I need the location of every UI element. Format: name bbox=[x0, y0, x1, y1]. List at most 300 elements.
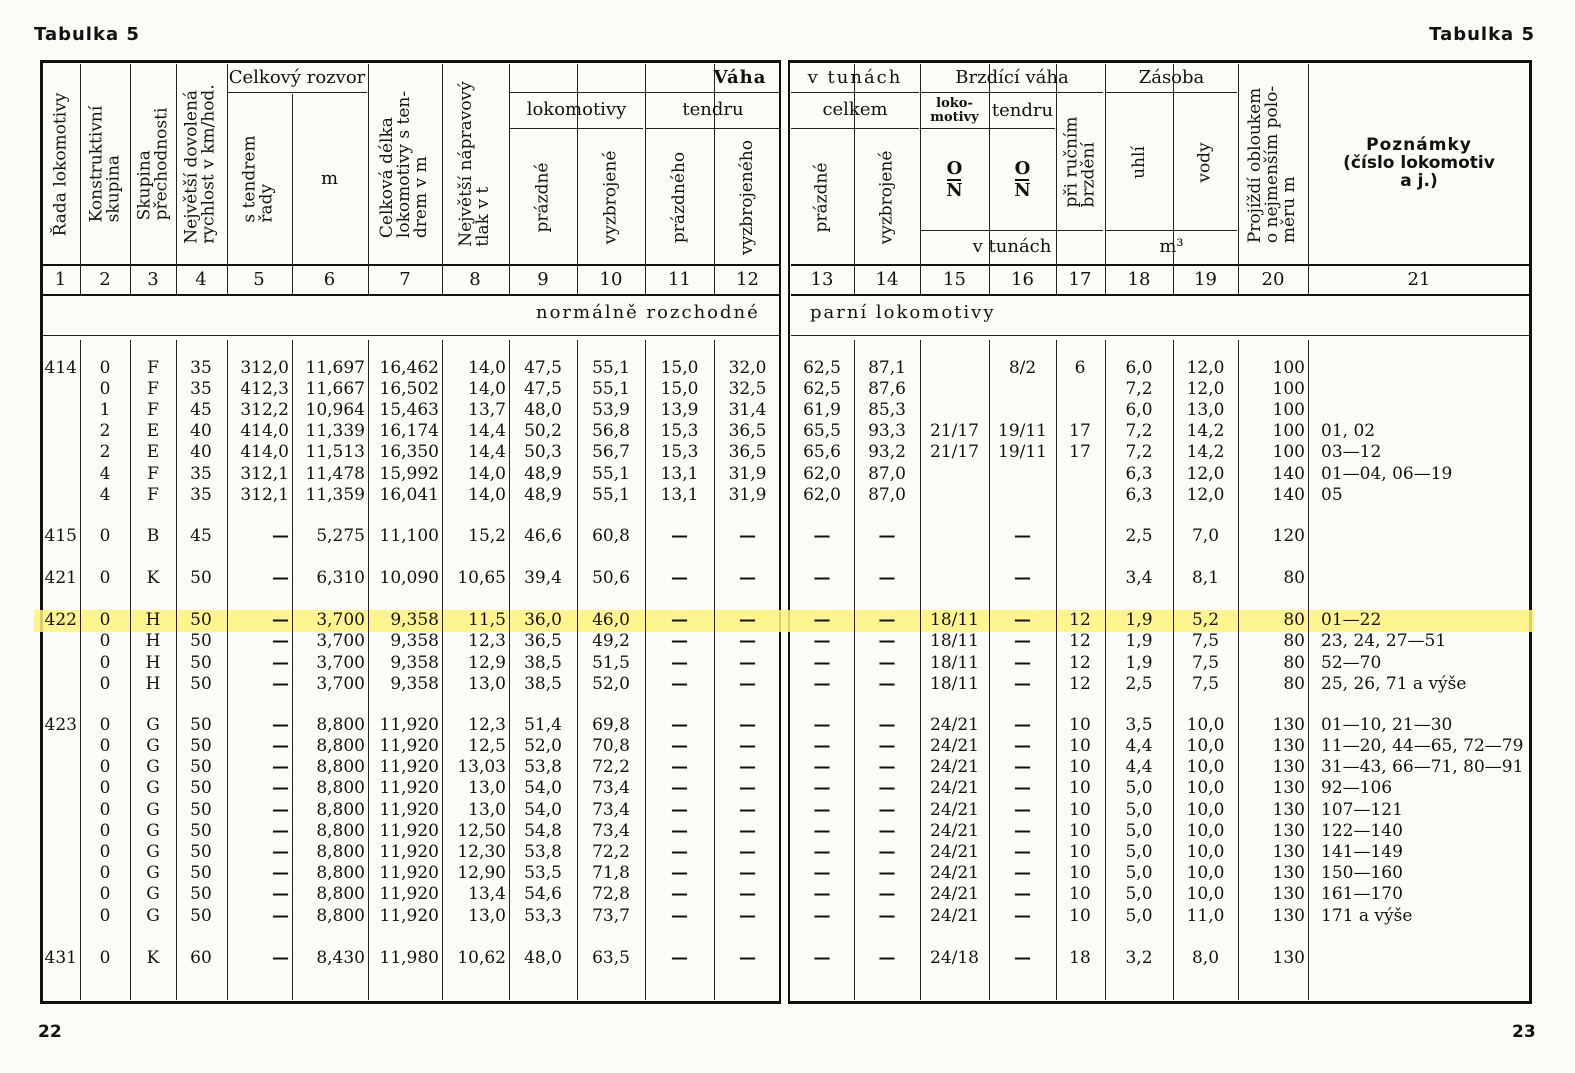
table-cell: 62,0 bbox=[803, 485, 841, 505]
table-cell: 8,800 bbox=[316, 884, 365, 904]
table-cell: — bbox=[671, 736, 688, 756]
table-cell: — bbox=[1014, 948, 1031, 968]
table-cell: 9,358 bbox=[390, 674, 439, 694]
table-cell: 11,920 bbox=[379, 778, 439, 798]
table-cell: 13,0 bbox=[468, 800, 506, 820]
table-cell: 15,463 bbox=[379, 400, 439, 420]
table-cell: 12,0 bbox=[1186, 358, 1225, 378]
table-cell: 40 bbox=[190, 421, 212, 441]
table-cell: 0 bbox=[99, 884, 111, 904]
table-cell: — bbox=[671, 674, 688, 694]
table-cell: 85,3 bbox=[868, 400, 906, 420]
table-cell: 8/2 bbox=[1008, 358, 1037, 378]
header-col-13: prázdné bbox=[811, 162, 832, 232]
column-number: 11 bbox=[668, 268, 691, 290]
table-cell bbox=[1321, 568, 1529, 589]
table-cell: 18/11 bbox=[930, 631, 979, 651]
table-cell: 11,5 bbox=[468, 610, 506, 630]
table-cell bbox=[42, 842, 77, 863]
table-row bbox=[0, 358, 1575, 379]
table-cell: 16,041 bbox=[379, 485, 439, 505]
table-cell: 100 bbox=[1272, 379, 1305, 399]
table-cell: 87,1 bbox=[868, 358, 906, 378]
table-cell: 5,0 bbox=[1125, 778, 1153, 798]
table-cell: — bbox=[671, 821, 688, 841]
table-cell bbox=[42, 863, 77, 884]
table-cell: 14,2 bbox=[1186, 421, 1225, 441]
table-cell: — bbox=[813, 568, 831, 588]
table-cell: — bbox=[813, 821, 831, 841]
page-number-left: 22 bbox=[38, 1022, 62, 1042]
table-cell: — bbox=[671, 906, 688, 926]
table-cell: 3,700 bbox=[316, 674, 365, 694]
table-cell: 73,4 bbox=[592, 821, 630, 841]
table-cell: 18 bbox=[1069, 948, 1091, 968]
table-cell: — bbox=[813, 674, 831, 694]
table-cell: — bbox=[272, 715, 289, 735]
table-cell: 130 bbox=[1272, 736, 1305, 756]
table-cell: — bbox=[671, 863, 688, 883]
table-cell: 55,1 bbox=[592, 464, 630, 484]
table-cell: 73,4 bbox=[592, 800, 630, 820]
table-cell: 15,3 bbox=[660, 421, 699, 441]
table-cell: 11,920 bbox=[379, 821, 439, 841]
table-cell: F bbox=[147, 400, 159, 420]
column-number: 17 bbox=[1068, 268, 1092, 290]
table-cell: 24/21 bbox=[930, 736, 979, 756]
table-cell: — bbox=[1014, 715, 1031, 735]
table-cell: 8,800 bbox=[316, 863, 365, 883]
grid-hline bbox=[1106, 230, 1237, 231]
table-cell: 65,5 bbox=[803, 421, 841, 441]
table-cell: — bbox=[1014, 568, 1031, 588]
header-v-tunach-units: v tunách bbox=[972, 235, 1052, 257]
table-cell: 50,3 bbox=[524, 442, 562, 462]
table-cell: 415 bbox=[44, 526, 77, 546]
grid-hline bbox=[646, 128, 780, 129]
table-cell: 15,2 bbox=[468, 526, 506, 546]
table-cell: — bbox=[272, 631, 289, 651]
table-row bbox=[0, 400, 1575, 421]
table-cell: 0 bbox=[99, 631, 111, 651]
table-cell: — bbox=[1014, 610, 1031, 630]
table-cell: 14,0 bbox=[468, 358, 506, 378]
table-cell: 10 bbox=[1069, 842, 1091, 862]
table-cell: 9,358 bbox=[390, 610, 439, 630]
header-col-14: vyzbrojené bbox=[876, 150, 897, 244]
table-cell bbox=[42, 442, 77, 463]
header-brzdici-vaha: Brzdící váha bbox=[955, 66, 1069, 88]
table-cell: — bbox=[272, 653, 289, 673]
table-cell: — bbox=[813, 631, 831, 651]
table-cell: 13,1 bbox=[660, 464, 699, 484]
table-cell: 107—121 bbox=[1321, 800, 1403, 820]
table-cell: 01—04, 06—19 bbox=[1321, 464, 1453, 484]
table-cell: 31,9 bbox=[728, 485, 767, 505]
table-cell: 36,5 bbox=[524, 631, 562, 651]
table-cell: 3,700 bbox=[316, 610, 365, 630]
table-cell: — bbox=[272, 884, 289, 904]
table-cell: 10,0 bbox=[1186, 736, 1225, 756]
table-cell: 7,5 bbox=[1191, 674, 1220, 694]
table-cell: 46,6 bbox=[524, 526, 562, 546]
table-cell: 55,1 bbox=[592, 485, 630, 505]
table-cell: F bbox=[147, 358, 159, 378]
table-cell: 62,0 bbox=[803, 464, 841, 484]
table-cell: 48,9 bbox=[524, 485, 562, 505]
grid-hline bbox=[921, 230, 1103, 231]
table-cell: 120 bbox=[1272, 526, 1305, 546]
table-cell: 10 bbox=[1069, 715, 1091, 735]
table-cell: 5,2 bbox=[1191, 610, 1220, 630]
table-cell: 36,5 bbox=[728, 442, 767, 462]
table-cell: — bbox=[739, 674, 756, 694]
column-number: 12 bbox=[736, 268, 759, 290]
table-row bbox=[0, 442, 1575, 463]
table-cell: — bbox=[671, 526, 688, 546]
table-cell: 3,700 bbox=[316, 631, 365, 651]
table-cell: — bbox=[272, 863, 289, 883]
header-m3: m³ bbox=[1159, 235, 1184, 257]
table-cell: — bbox=[671, 653, 688, 673]
table-cell: 161—170 bbox=[1321, 884, 1403, 904]
table-cell: — bbox=[671, 715, 688, 735]
header-col-15: $\frac{O}{N}$ bbox=[946, 158, 963, 201]
table-cell: G bbox=[146, 821, 160, 841]
table-cell: 15,0 bbox=[660, 379, 699, 399]
table-cell: 61,9 bbox=[803, 400, 841, 420]
column-number: 6 bbox=[323, 268, 336, 290]
table-cell: E bbox=[146, 442, 160, 462]
table-cell: — bbox=[813, 863, 831, 883]
table-cell: 422 bbox=[44, 610, 77, 630]
table-cell: 53,5 bbox=[524, 863, 562, 883]
table-cell: H bbox=[145, 674, 161, 694]
table-cell: 414 bbox=[44, 358, 77, 378]
table-cell: 01—22 bbox=[1321, 610, 1382, 630]
table-cell: 24/21 bbox=[930, 906, 979, 926]
table-cell: 10,0 bbox=[1186, 715, 1225, 735]
table-cell: 141—149 bbox=[1321, 842, 1403, 862]
table-cell: 12 bbox=[1069, 674, 1091, 694]
header-col-1: Řada lokomotivy bbox=[50, 92, 71, 236]
table-cell: 10 bbox=[1069, 757, 1091, 777]
table-cell: 130 bbox=[1272, 800, 1305, 820]
table-cell: 36,0 bbox=[524, 610, 562, 630]
table-cell: — bbox=[272, 526, 289, 546]
table-cell bbox=[990, 464, 1055, 485]
table-cell: — bbox=[878, 884, 896, 904]
table-cell: 50 bbox=[190, 631, 212, 651]
table-cell bbox=[1321, 400, 1529, 421]
table-cell: 130 bbox=[1272, 778, 1305, 798]
table-cell: 10,0 bbox=[1186, 863, 1225, 883]
table-cell: 60,8 bbox=[592, 526, 630, 546]
table-cell: 4,4 bbox=[1125, 736, 1153, 756]
table-cell bbox=[1321, 526, 1529, 547]
table-cell: 52,0 bbox=[592, 674, 630, 694]
table-cell bbox=[921, 358, 988, 379]
table-cell: — bbox=[878, 906, 896, 926]
table-cell: 50 bbox=[190, 568, 212, 588]
table-cell bbox=[42, 884, 77, 905]
table-cell: 14,4 bbox=[468, 442, 506, 462]
table-cell: 5,0 bbox=[1125, 800, 1153, 820]
table-cell: — bbox=[671, 800, 688, 820]
table-cell: 423 bbox=[44, 715, 77, 735]
table-cell: G bbox=[146, 736, 160, 756]
table-cell: 11,478 bbox=[305, 464, 365, 484]
table-cell: 0 bbox=[99, 821, 111, 841]
table-cell: — bbox=[671, 610, 688, 630]
table-cell: 24/21 bbox=[930, 715, 979, 735]
table-cell: — bbox=[671, 778, 688, 798]
table-cell: 11,920 bbox=[379, 800, 439, 820]
table-cell bbox=[42, 906, 77, 927]
table-cell: 5,0 bbox=[1125, 884, 1153, 904]
table-cell: 50,6 bbox=[592, 568, 630, 588]
header-col-21: Poznámky (číslo lokomotiv a j.) bbox=[1343, 135, 1495, 191]
table-cell bbox=[42, 485, 77, 506]
table-cell: 4 bbox=[99, 464, 111, 484]
table-cell: H bbox=[145, 653, 161, 673]
table-cell: G bbox=[146, 884, 160, 904]
table-cell: 12,0 bbox=[1186, 379, 1225, 399]
table-cell: — bbox=[1014, 757, 1031, 777]
table-cell: 0 bbox=[99, 358, 111, 378]
table-cell: 36,5 bbox=[728, 421, 767, 441]
table-cell: 80 bbox=[1283, 631, 1305, 651]
page-number-right: 23 bbox=[1512, 1022, 1536, 1042]
table-cell: 16,174 bbox=[379, 421, 439, 441]
table-cell: 50 bbox=[190, 884, 212, 904]
table-cell: — bbox=[878, 863, 896, 883]
table-cell: 50 bbox=[190, 906, 212, 926]
table-cell: 10 bbox=[1069, 778, 1091, 798]
table-cell: 0 bbox=[99, 610, 111, 630]
table-cell: 16,502 bbox=[379, 379, 439, 399]
table-cell: 55,1 bbox=[592, 358, 630, 378]
table-cell: 71,8 bbox=[592, 863, 630, 883]
header-col-19: vody bbox=[1194, 141, 1215, 183]
table-cell: 53,8 bbox=[524, 842, 562, 862]
header-vaha: Váha bbox=[713, 66, 767, 88]
table-cell: 10,0 bbox=[1186, 821, 1225, 841]
table-cell: 11,920 bbox=[379, 757, 439, 777]
table-cell: 31—43, 66—71, 80—91 bbox=[1321, 757, 1524, 777]
table-cell: F bbox=[147, 464, 159, 484]
table-cell: 12,90 bbox=[457, 863, 506, 883]
table-cell: 0 bbox=[99, 863, 111, 883]
table-cell: 312,2 bbox=[240, 400, 289, 420]
table-cell: 45 bbox=[190, 400, 212, 420]
header-tendru-brzda: tendru bbox=[991, 99, 1054, 121]
table-cell: 3,2 bbox=[1125, 948, 1153, 968]
table-row bbox=[0, 884, 1575, 905]
page-title-right: Tabulka 5 bbox=[1429, 24, 1535, 45]
table-cell: 49,2 bbox=[592, 631, 630, 651]
table-cell bbox=[42, 674, 77, 695]
table-cell: 15,992 bbox=[379, 464, 439, 484]
table-cell: — bbox=[272, 674, 289, 694]
header-celkem: celkem bbox=[822, 98, 888, 120]
table-cell: 11,0 bbox=[1186, 906, 1225, 926]
table-cell: 12,30 bbox=[457, 842, 506, 862]
column-number: 8 bbox=[469, 268, 481, 290]
table-cell: 16,462 bbox=[379, 358, 439, 378]
column-number: 4 bbox=[195, 268, 207, 290]
table-cell: — bbox=[878, 821, 896, 841]
table-cell bbox=[42, 736, 77, 757]
table-cell: — bbox=[1014, 736, 1031, 756]
table-cell: 38,5 bbox=[524, 674, 562, 694]
table-row bbox=[0, 421, 1575, 442]
table-cell: 87,6 bbox=[868, 379, 906, 399]
table-cell: — bbox=[739, 948, 756, 968]
table-cell: 100 bbox=[1272, 400, 1305, 420]
column-number: 21 bbox=[1407, 268, 1431, 290]
header-zasoba: Zásoba bbox=[1138, 66, 1205, 88]
header-col-18: uhlí bbox=[1128, 145, 1149, 179]
table-cell: 54,8 bbox=[524, 821, 562, 841]
table-cell: G bbox=[146, 842, 160, 862]
table-cell: 7,0 bbox=[1191, 526, 1220, 546]
table-cell: — bbox=[813, 884, 831, 904]
column-number: 9 bbox=[537, 268, 549, 290]
table-cell: 11,920 bbox=[379, 863, 439, 883]
table-cell: 1,9 bbox=[1125, 631, 1153, 651]
table-cell: 73,7 bbox=[592, 906, 630, 926]
table-cell: 10,090 bbox=[379, 568, 439, 588]
table-cell: 130 bbox=[1272, 842, 1305, 862]
header-col-8: Největší nápravový tlak v t bbox=[456, 81, 494, 247]
table-cell: 50 bbox=[190, 778, 212, 798]
table-cell: 10,65 bbox=[457, 568, 506, 588]
table-cell: 5,0 bbox=[1125, 842, 1153, 862]
table-cell: 35 bbox=[190, 379, 212, 399]
table-cell: 130 bbox=[1272, 948, 1305, 968]
table-cell: 17 bbox=[1069, 442, 1091, 462]
table-cell: 13,4 bbox=[468, 884, 506, 904]
table-row bbox=[0, 715, 1575, 736]
table-cell: 7,2 bbox=[1125, 379, 1153, 399]
table-cell: E bbox=[146, 421, 160, 441]
table-cell: 50 bbox=[190, 757, 212, 777]
table-cell: 35 bbox=[190, 464, 212, 484]
table-cell: — bbox=[739, 906, 756, 926]
table-cell: 18/11 bbox=[930, 674, 979, 694]
table-cell: G bbox=[146, 906, 160, 926]
table-cell: 65,6 bbox=[803, 442, 841, 462]
table-cell: 1 bbox=[99, 400, 111, 420]
table-cell: 12,0 bbox=[1186, 485, 1225, 505]
header-col-10: vyzbrojené bbox=[600, 150, 621, 244]
table-cell: 47,5 bbox=[524, 358, 562, 378]
table-cell: 6,310 bbox=[316, 568, 365, 588]
table-cell: 0 bbox=[99, 653, 111, 673]
table-cell: 14,0 bbox=[468, 485, 506, 505]
table-cell: 0 bbox=[99, 906, 111, 926]
table-cell: 2,5 bbox=[1125, 674, 1153, 694]
table-cell: — bbox=[272, 800, 289, 820]
table-cell: 11,980 bbox=[379, 948, 439, 968]
table-cell: 100 bbox=[1272, 421, 1305, 441]
table-cell: 3,4 bbox=[1125, 568, 1153, 588]
table-cell: G bbox=[146, 800, 160, 820]
table-cell: — bbox=[272, 757, 289, 777]
table-cell: 51,4 bbox=[524, 715, 562, 735]
table-cell: 414,0 bbox=[240, 442, 289, 462]
table-cell bbox=[42, 631, 77, 652]
header-col-7: Celková délka lokomotivy s ten- drem v m bbox=[377, 90, 432, 238]
table-cell: — bbox=[671, 757, 688, 777]
table-cell: 2 bbox=[99, 421, 111, 441]
table-cell: H bbox=[145, 610, 161, 630]
table-cell: 12,50 bbox=[457, 821, 506, 841]
table-row bbox=[0, 610, 1575, 631]
table-cell: — bbox=[1014, 631, 1031, 651]
table-cell: 50 bbox=[190, 863, 212, 883]
table-cell: — bbox=[813, 778, 831, 798]
table-cell: 24/21 bbox=[930, 842, 979, 862]
table-cell bbox=[1057, 400, 1103, 421]
table-cell: 21/17 bbox=[930, 421, 979, 441]
table-cell: — bbox=[739, 800, 756, 820]
table-cell: 7,5 bbox=[1191, 653, 1220, 673]
grid-hline bbox=[791, 92, 919, 93]
header-col-9: prázdné bbox=[532, 162, 553, 232]
table-cell: 11,339 bbox=[305, 421, 365, 441]
table-cell: — bbox=[272, 821, 289, 841]
table-cell: 19/11 bbox=[998, 442, 1047, 462]
table-cell: 51,5 bbox=[592, 653, 630, 673]
table-cell: 312,1 bbox=[240, 485, 289, 505]
table-cell: B bbox=[146, 526, 160, 546]
table-cell: F bbox=[147, 379, 159, 399]
column-number: 14 bbox=[875, 268, 899, 290]
table-cell: 54,0 bbox=[524, 778, 562, 798]
table-cell bbox=[42, 757, 77, 778]
table-cell: 93,3 bbox=[868, 421, 906, 441]
column-number: 10 bbox=[599, 268, 623, 290]
table-cell: 31,4 bbox=[728, 400, 767, 420]
header-col-11: prázdného bbox=[669, 151, 689, 243]
table-cell: 80 bbox=[1283, 674, 1305, 694]
table-cell: 312,0 bbox=[240, 358, 289, 378]
grid-hline bbox=[43, 335, 779, 336]
table-cell: 35 bbox=[190, 358, 212, 378]
table-cell: 14,2 bbox=[1186, 442, 1225, 462]
table-cell bbox=[42, 400, 77, 421]
column-number: 16 bbox=[1011, 268, 1034, 290]
table-cell: 16,350 bbox=[379, 442, 439, 462]
table-cell: 5,0 bbox=[1125, 863, 1153, 883]
table-cell: 10 bbox=[1069, 884, 1091, 904]
table-cell: 12,3 bbox=[468, 715, 506, 735]
table-cell: F bbox=[147, 485, 159, 505]
table-cell: 31,9 bbox=[728, 464, 767, 484]
table-row bbox=[0, 485, 1575, 506]
table-cell: 54,6 bbox=[524, 884, 562, 904]
grid-hline bbox=[921, 92, 1103, 93]
table-cell: — bbox=[1014, 842, 1031, 862]
table-cell: 50,2 bbox=[524, 421, 562, 441]
table-cell: 8,430 bbox=[316, 948, 365, 968]
table-cell: K bbox=[146, 568, 160, 588]
table-cell: 48,0 bbox=[524, 400, 562, 420]
table-row bbox=[0, 568, 1575, 589]
table-cell: 9,358 bbox=[390, 653, 439, 673]
